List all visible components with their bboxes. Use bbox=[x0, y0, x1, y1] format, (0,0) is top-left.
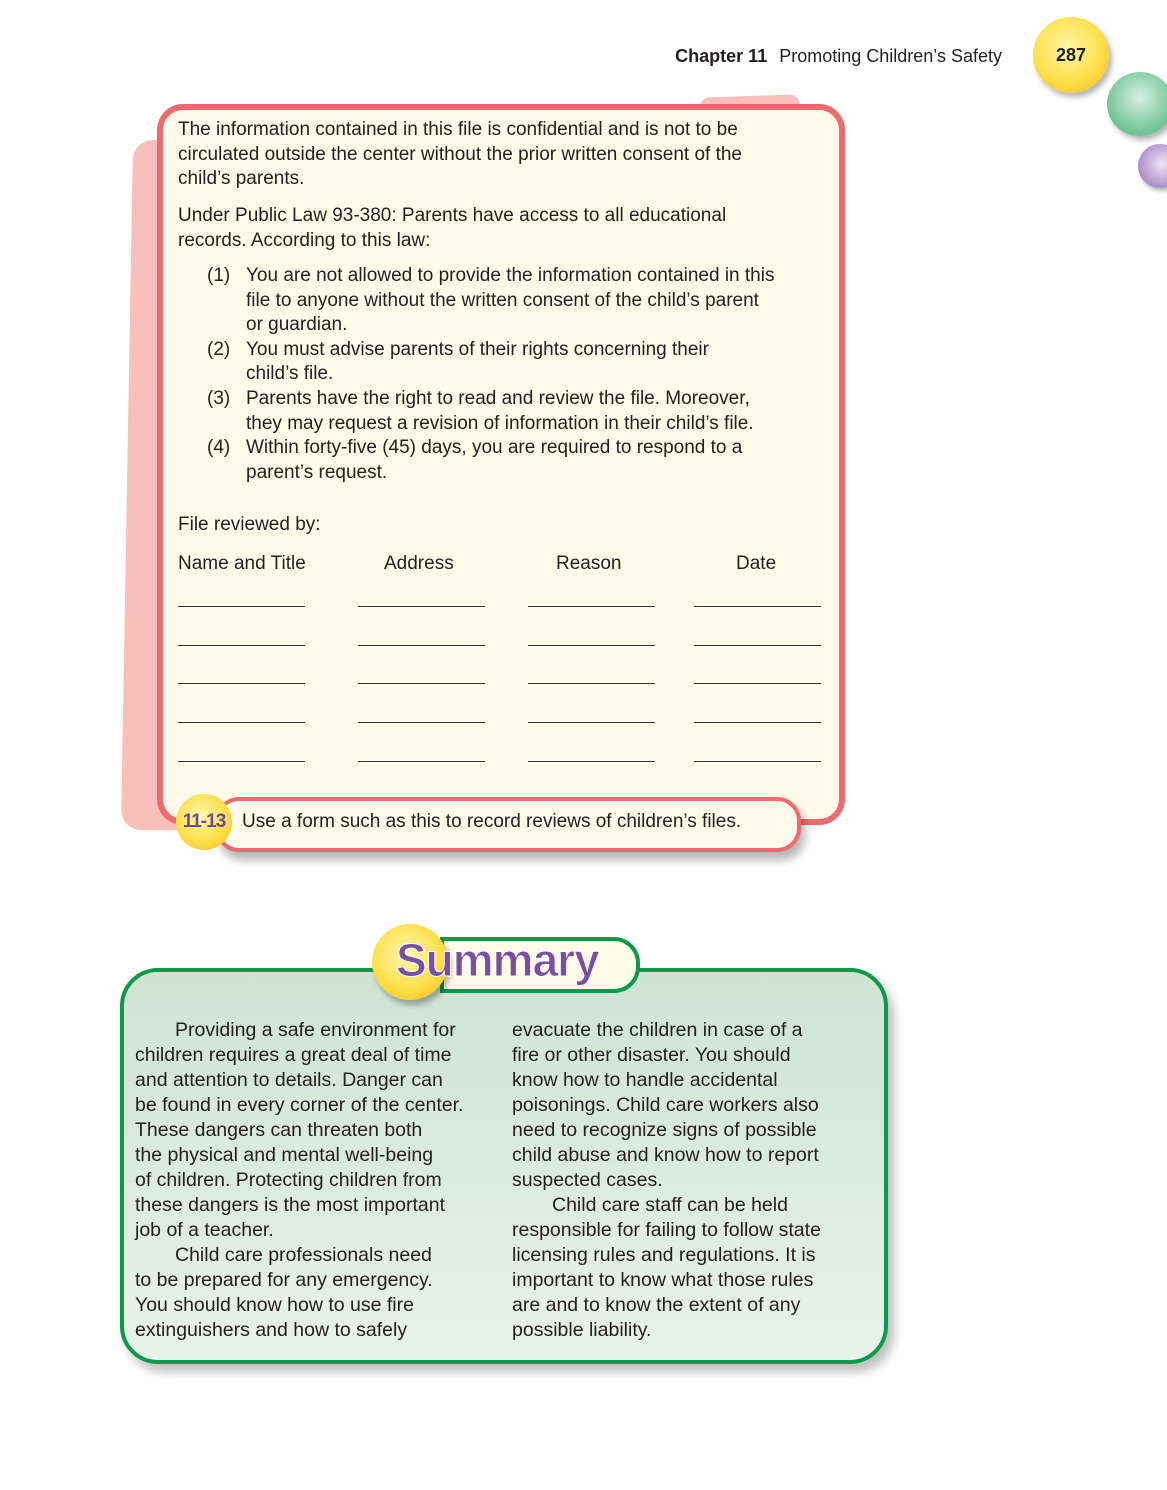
summary-line: suspected cases. bbox=[512, 1169, 663, 1191]
summary-line: responsible for failing to follow state bbox=[512, 1219, 821, 1241]
signature-blank-line bbox=[358, 645, 485, 646]
summary-line: of children. Protecting children from bbox=[135, 1169, 442, 1191]
signature-blank-line bbox=[528, 606, 655, 607]
signature-blank-line bbox=[694, 761, 821, 762]
signature-blank-line bbox=[528, 683, 655, 684]
list-number: (1) bbox=[207, 265, 231, 286]
summary-line: know how to handle accidental bbox=[512, 1069, 778, 1091]
summary-line: poisonings. Child care workers also bbox=[512, 1094, 819, 1116]
list-number: (3) bbox=[207, 388, 231, 409]
signature-blank-line bbox=[528, 761, 655, 762]
decorative-purple-circle bbox=[1138, 144, 1167, 188]
law-line: Under Public Law 93-380: Parents have access to all educational bbox=[178, 205, 727, 226]
summary-line: to be prepared for any emergency. bbox=[135, 1269, 433, 1291]
column-header: Address bbox=[384, 553, 454, 574]
signature-blank-line bbox=[178, 761, 305, 762]
signature-blank-line bbox=[178, 722, 305, 723]
column-header: Date bbox=[736, 553, 777, 574]
law-line: records. According to this law: bbox=[178, 229, 431, 251]
summary-line: Child care staff can be held bbox=[552, 1194, 788, 1216]
list-item-line: child’s file. bbox=[246, 363, 334, 385]
summary-title: Summary bbox=[396, 934, 599, 986]
summary-line: child abuse and know how to report bbox=[512, 1144, 819, 1166]
list-item-line: You must advise parents of their rights concerning their bbox=[246, 338, 709, 360]
summary-line: and attention to details. Danger can bbox=[135, 1069, 443, 1091]
list-item-line: You are not allowed to provide the information contained in this bbox=[246, 265, 775, 286]
signature-blank-line bbox=[528, 645, 655, 646]
list-number: (4) bbox=[207, 437, 231, 459]
summary-line: the physical and mental well-being bbox=[135, 1144, 434, 1166]
summary-line: important to know what those rules bbox=[512, 1269, 814, 1291]
list-item-line: Within forty-five (45) days, you are required to respond to a bbox=[246, 437, 743, 459]
column-header: Name and Title bbox=[178, 553, 306, 574]
signature-blank-line bbox=[178, 645, 305, 646]
summary-line: these dangers is the most important bbox=[135, 1194, 445, 1216]
summary-line: possible liability. bbox=[512, 1319, 652, 1341]
list-item-line: file to anyone without the written consent of the child’s parent bbox=[246, 289, 759, 311]
summary-line: need to recognize signs of possible bbox=[512, 1119, 817, 1141]
signature-blank-line bbox=[358, 606, 485, 607]
summary-line: evacuate the children in case of a bbox=[512, 1019, 803, 1041]
intro-line: circulated outside the center without the prior written consent of the bbox=[178, 143, 742, 165]
summary-line: are and to know the extent of any bbox=[512, 1294, 801, 1316]
summary-line: be found in every corner of the center. bbox=[135, 1094, 464, 1116]
summary-line: fire or other disaster. You should bbox=[512, 1044, 791, 1066]
summary-line: Providing a safe environment for bbox=[175, 1019, 456, 1041]
reviewed-by-label: File reviewed by: bbox=[178, 514, 321, 535]
signature-blank-line bbox=[694, 606, 821, 607]
caption-text: Use a form such as this to record reviews of children’s files. bbox=[242, 811, 742, 832]
list-item-line: or guardian. bbox=[246, 314, 348, 336]
signature-blank-line bbox=[358, 722, 485, 723]
chapter-label: Chapter 11 bbox=[675, 46, 768, 66]
chapter-title: Promoting Children’s Safety bbox=[779, 46, 1002, 66]
summary-line: extinguishers and how to safely bbox=[135, 1319, 408, 1341]
summary-line: job of a teacher. bbox=[135, 1219, 274, 1241]
decorative-green-circle bbox=[1107, 72, 1167, 136]
intro-line: child’s parents. bbox=[178, 168, 305, 190]
signature-blank-line bbox=[358, 761, 485, 762]
intro-line: The information contained in this file is confidential and is not to be bbox=[178, 119, 738, 140]
signature-blank-line bbox=[178, 683, 305, 684]
signature-blank-line bbox=[694, 683, 821, 684]
list-item-line: they may request a revision of information in their child’s file. bbox=[246, 412, 754, 434]
column-header: Reason bbox=[556, 553, 622, 574]
summary-line: children requires a great deal of time bbox=[135, 1044, 452, 1066]
signature-blank-line bbox=[528, 722, 655, 723]
summary-line: These dangers can threaten both bbox=[135, 1119, 423, 1141]
summary-line: Child care professionals need bbox=[175, 1244, 432, 1266]
running-header bbox=[675, 46, 1002, 67]
signature-blank-line bbox=[694, 722, 821, 723]
summary-line: licensing rules and regulations. It is bbox=[512, 1244, 816, 1266]
summary-line: You should know how to use fire bbox=[135, 1294, 414, 1316]
signature-blank-line bbox=[358, 683, 485, 684]
list-item-line: Parents have the right to read and review the file. Moreover, bbox=[246, 388, 750, 409]
list-item-line: parent’s request. bbox=[246, 461, 388, 483]
signature-blank-line bbox=[694, 645, 821, 646]
signature-blank-line bbox=[178, 606, 305, 607]
figure-number-badge: 11-13 bbox=[176, 794, 232, 850]
list-number: (2) bbox=[207, 338, 231, 360]
page-number: 287 bbox=[1033, 17, 1109, 93]
